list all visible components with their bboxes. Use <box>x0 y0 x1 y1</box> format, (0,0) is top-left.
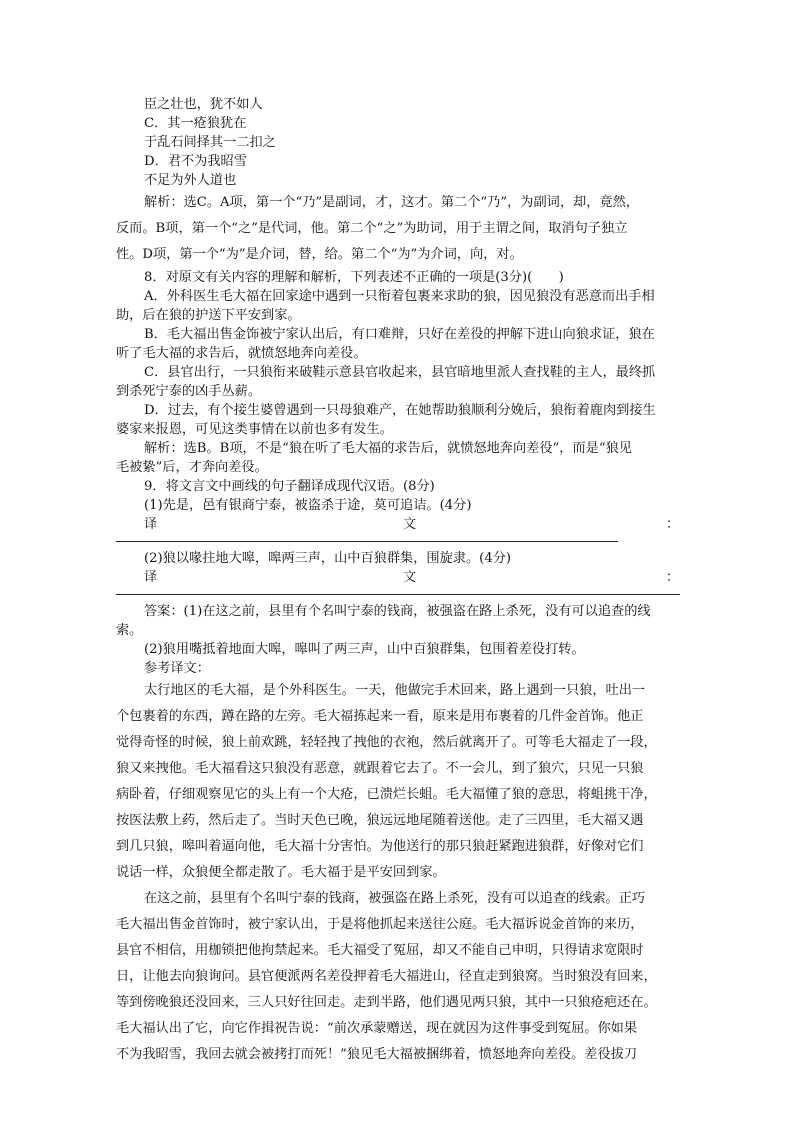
translation-line: 毛大福出售金首饰时，被宁家认出，于是将他抓起来送往公庭。毛大福诉说金首饰的来历， <box>116 917 644 932</box>
translation-line: 病卧着，仔细观察见它的头上有一个大疮，已溃烂长蛆。毛大福懂了狼的意思，将蛆挑干净， <box>116 787 657 802</box>
option-c: C．其一疮狼犹在 <box>144 116 247 131</box>
translation-line: 等到傍晚狼还没回来，三人只好往回走。走到半路，他们遇见两只狼，其中一只狼疮疤还在。 <box>116 995 657 1010</box>
answer-blank-1[interactable] <box>116 535 680 549</box>
reference-translation-title: 参考译文： <box>144 661 210 676</box>
option-c-continued: 于乱石间择其一二扣之 <box>144 135 276 150</box>
translation-line: 说话一样，众狼便全都走散了。毛大福于是平安回到家。 <box>116 865 446 880</box>
q9-sentence-2: (2)狼以喙拄地大嗥，嗥两三声，山中百狼群集，围旋隶。(4分) <box>144 551 512 566</box>
translation-line: 不为我昭雪，我回去就会被拷打而死！”狼见毛大福被捆绑着，愤怒地奔向差役。差役拔刀 <box>116 1047 638 1062</box>
option-d: D．君不为我昭雪 <box>144 154 247 169</box>
translation-line: 日，让他去向狼询问。县官便派两名差役押着毛大福进山，径直走到狼窝。当时狼没有回来， <box>116 969 657 984</box>
wen-label: 文 <box>403 570 417 585</box>
translation-line: 太行地区的毛大福，是个外科医生。一天，他做完手术回来，路上遇到一只狼，吐出一 <box>144 683 646 698</box>
translation-line: 到几只狼，嗥叫着逼向他，毛大福十分害怕。为他送行的那只狼赶紧跑进狼群，好像对它们 <box>116 839 644 854</box>
answer-line-2: (2)狼用嘴抵着地面大嗥，嗥叫了两三声，山中百狼群集，包围着差役打转。 <box>144 642 585 657</box>
q8-option-a: A．外科医生毛大福在回家途中遇到一只衔着包裹来求助的狼，因见狼没有恶意而出手相 <box>144 289 655 304</box>
q8-option-b-cont: 听了毛大福的求告后，就愤怒地奔向差役。 <box>116 346 367 361</box>
q8-option-c-cont: 到杀死宁泰的凶手丛薪。 <box>116 384 262 399</box>
q8-analysis-cont: 毛被絷”后，才奔向差役。 <box>116 460 268 475</box>
colon-label: ： <box>666 570 680 585</box>
q9-sentence-1: (1)先是，邑有银商宁泰，被盗杀于途，莫可追诘。(4分) <box>144 498 472 513</box>
q8-option-a-cont: 助，后在狼的护送下平安到家。 <box>116 308 301 323</box>
q8-analysis: 解析：选B。B项，不是“狼在听了毛大福的求告后，就愤怒地奔向差役”，而是“狼见 <box>144 441 632 456</box>
translation-label-row <box>116 515 680 535</box>
translation-line: 狼又来拽他。毛大福看这只狼没有恶意，就跟着它去了。不一会儿，到了狼穴，只见一只狼 <box>116 761 644 776</box>
q7-analysis-line: 性。D项，第一个“为”是介词，替，给。第二个“为”为介词，向，对。 <box>116 247 523 262</box>
yi-label: 译 <box>144 570 158 585</box>
translation-line: 个包裹着的东西，蹲在路的左旁。毛大福拣起来一看，原来是用布裹着的几件金首饰。他正 <box>116 709 644 724</box>
q8-option-b: B．毛大福出售金饰被宁家认出后，有口难辩，只好在差役的押解下进山向狼求证，狼在 <box>144 327 655 342</box>
answer-line-cont: 索。 <box>116 623 143 638</box>
q8-stem: 8．对原文有关内容的理解和解析，下列表述不正确的一项是(3分)( ) <box>144 270 564 285</box>
q9-stem: 9．将文言文中画线的句子翻译成现代汉语。(8分) <box>144 479 435 494</box>
translation-line: 毛大福认出了它，向它作揖祝告说：“前次承蒙赠送，现在就因为这件事受到冤屈。你如果 <box>116 1021 638 1036</box>
translation-line: 在这之前，县里有个名叫宁泰的钱商，被强盗在路上杀死，没有可以追查的线索。正巧 <box>144 891 646 906</box>
answer-line: 答案：(1)在这之前，县里有个名叫宁泰的钱商，被强盗在路上杀死，没有可以追查的线 <box>144 604 651 619</box>
q7-analysis-line: 解析：选C。A项，第一个“乃”是副词，才，这才。第二个“乃”，为副词，却，竟然， <box>144 195 639 210</box>
q8-option-d: D．过去，有个接生婆曾遇到一只母狼难产，在她帮助狼顺利分娩后，狼衔着鹿肉到接生 <box>144 403 656 418</box>
q8-option-c: C．县官出行，一只狼衔来破鞋示意县官收起来，县官暗地里派人查找鞋的主人，最终抓 <box>144 365 656 380</box>
translation-line: 觉得奇怪的时候，狼上前欢跳，轻轻拽了拽他的衣袍，然后就离开了。可等毛大福走了一段， <box>116 735 657 750</box>
yi-label: 译 <box>144 517 158 532</box>
answer-underline <box>116 594 680 595</box>
document-page <box>116 95 680 1068</box>
colon-label: ： <box>666 517 680 532</box>
translation-line: 按医法敷上药，然后走了。当时天色已晚，狼远远地尾随着送他。走了三四里，毛大福又遇 <box>116 813 644 828</box>
q7-analysis-line: 反而。B项，第一个“之”是代词，他。第二个“之”为助词，用于主谓之间，取消句子独立 <box>116 221 628 236</box>
option-d-continued: 不足为外人道也 <box>144 173 237 188</box>
option-b-tail: 臣之壮也，犹不如人 <box>144 97 263 112</box>
answer-blank-2[interactable] <box>116 588 680 602</box>
wen-label: 文 <box>403 517 417 532</box>
translation-label-row <box>116 568 680 588</box>
answer-underline <box>116 541 618 542</box>
translation-line: 县官不相信，用枷锁把他拘禁起来。毛大福受了冤屈，却又不能自己申明，只得请求宽限时 <box>116 943 644 958</box>
q8-option-d-cont: 婆家来报恩，可见这类事情在以前也多有发生。 <box>116 422 393 437</box>
